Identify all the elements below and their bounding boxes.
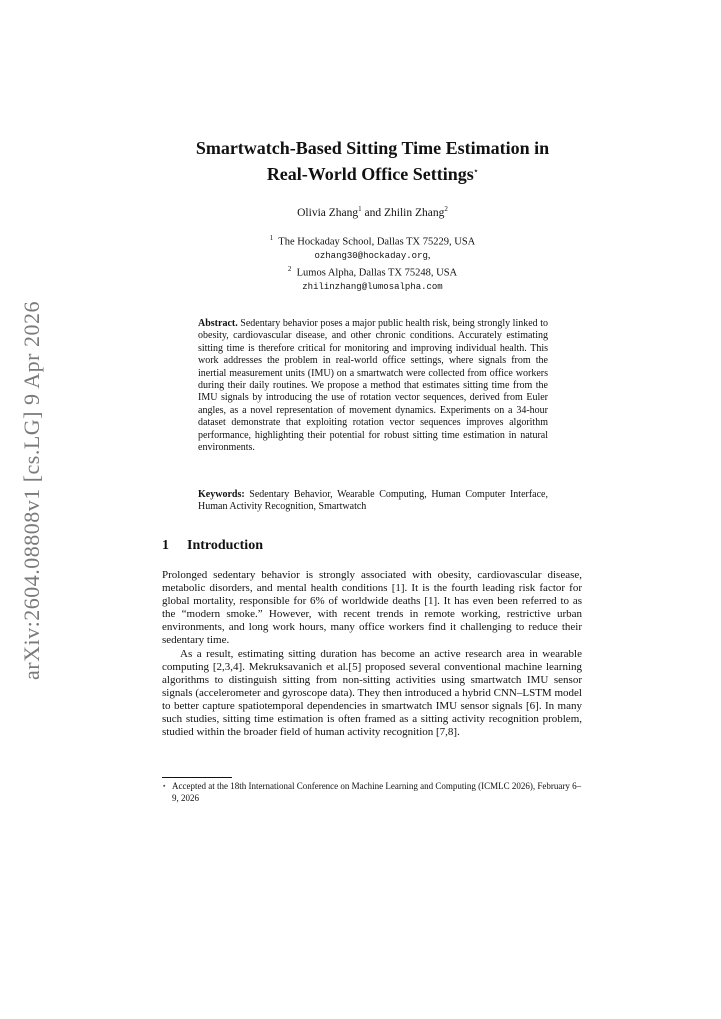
affiliation-1-text: The Hockaday School, Dallas TX 75229, USA [278,236,476,248]
affiliation-1 [160,232,585,249]
keywords [198,489,548,514]
author-list [160,205,585,219]
title-line-2-text: Real-World Office Settings [266,164,474,184]
footnote-mark: ⋆ [162,782,167,790]
abstract-text: Sedentary behavior poses a major public health risk, being strongly linked to obesity, cardiovascular disease, and other chronic conditions. Accurately estimating sitting time is therefore critical for monitoring and improving individual health. This work addresses the problem in real-world office settings, where signals from the inertial measurement units (IMU) on a smartwatch were collected from office workers during their daily routines. We propose a method that estimates sitting time from the IMU signals by introducing the use of rotation vector sequences, derived from Euler angles, as a novel representation of movement dynamics. Experiments on a 34-hour dataset demonstrate that exploiting rotation vector sequences improves algorithm performance, highlighting their potential for robust sitting time estimation in natural environments. [198,318,549,454]
affiliation-2 [160,263,585,280]
paragraph-2: As a result, estimating sitting duration has become an active research area in wearable computing [2,3,4]. Mekruksavanich et al.[5] proposed several conventional machine learning algorithms to distinguish sitting from non-sitting activities using smartwatch IMU sensor signals (accelerometer and gyroscope data). They then introduced a hybrid CNN–LSTM model to better capture spatiotemporal dependencies in smartwatch IMU sensor signals [6]. In many such studies, sitting time estimation is often framed as a sitting activity recognition problem, studied within the broader field of human activity recognition [7,8]. [162,647,582,739]
paper-title [160,137,585,186]
abstract [198,318,548,454]
author-2: Zhilin Zhang [383,206,445,219]
section-heading [162,538,263,554]
author-2-affil-mark: 2 [444,205,448,213]
author-1: Olivia Zhang [297,206,359,219]
affiliation-1-mark: 1 [269,234,274,242]
affiliation-1-email [160,249,585,263]
affiliation-2-mark: 2 [287,264,292,273]
footnote [162,780,584,804]
keywords-text: Sedentary Behavior, Wearable Computing, Human Computer Interface, Human Activity Recognition, Smartwatch [198,489,549,513]
section-title: Introduction [187,538,263,553]
footnote-rule [162,777,232,778]
author-1-affil-mark: 1 [358,205,362,213]
affiliations [160,232,585,294]
affiliation-2-email [160,280,585,294]
footnote-text: Accepted at the 18th International Conference on Machine Learning and Computing (ICMLC 2026), February 6–9, 2026 [172,781,582,803]
email-1-separator: , [427,249,431,261]
section-number: 1 [162,538,169,553]
email-2[interactable]: zhilinzhang@lumosalpha.com [302,281,443,292]
paragraph-1: Prolonged sedentary behavior is strongly associated with obesity, cardiovascular disease, metabolic disorders, and mental health conditions [1]. It is the fourth leading risk factor for global mortality, responsible for 6% of worldwide deaths [1]. It has even been referred to as the “modern smoke.” However, with recent trends in remote working, restrictive urban environments, and long work hours, many office workers find it challenging to reduce their sedentary time. [162,569,582,647]
title-line-1: Smartwatch-Based Sitting Time Estimation in [195,138,550,158]
title-footnote-mark: ⋆ [473,167,479,175]
body-text [162,569,582,739]
arxiv-identifier: arXiv:2604.08808v1 [cs.LG] 9 Apr 2026 [19,300,44,680]
abstract-heading: Abstract. [198,318,238,329]
affiliation-2-text: Lumos Alpha, Dallas TX 75248, USA [296,267,458,279]
email-1[interactable]: ozhang30@hockaday.org [314,250,428,261]
keywords-heading: Keywords: [198,489,245,500]
author-conjunction: and [364,206,382,219]
title-line-2 [160,160,585,186]
